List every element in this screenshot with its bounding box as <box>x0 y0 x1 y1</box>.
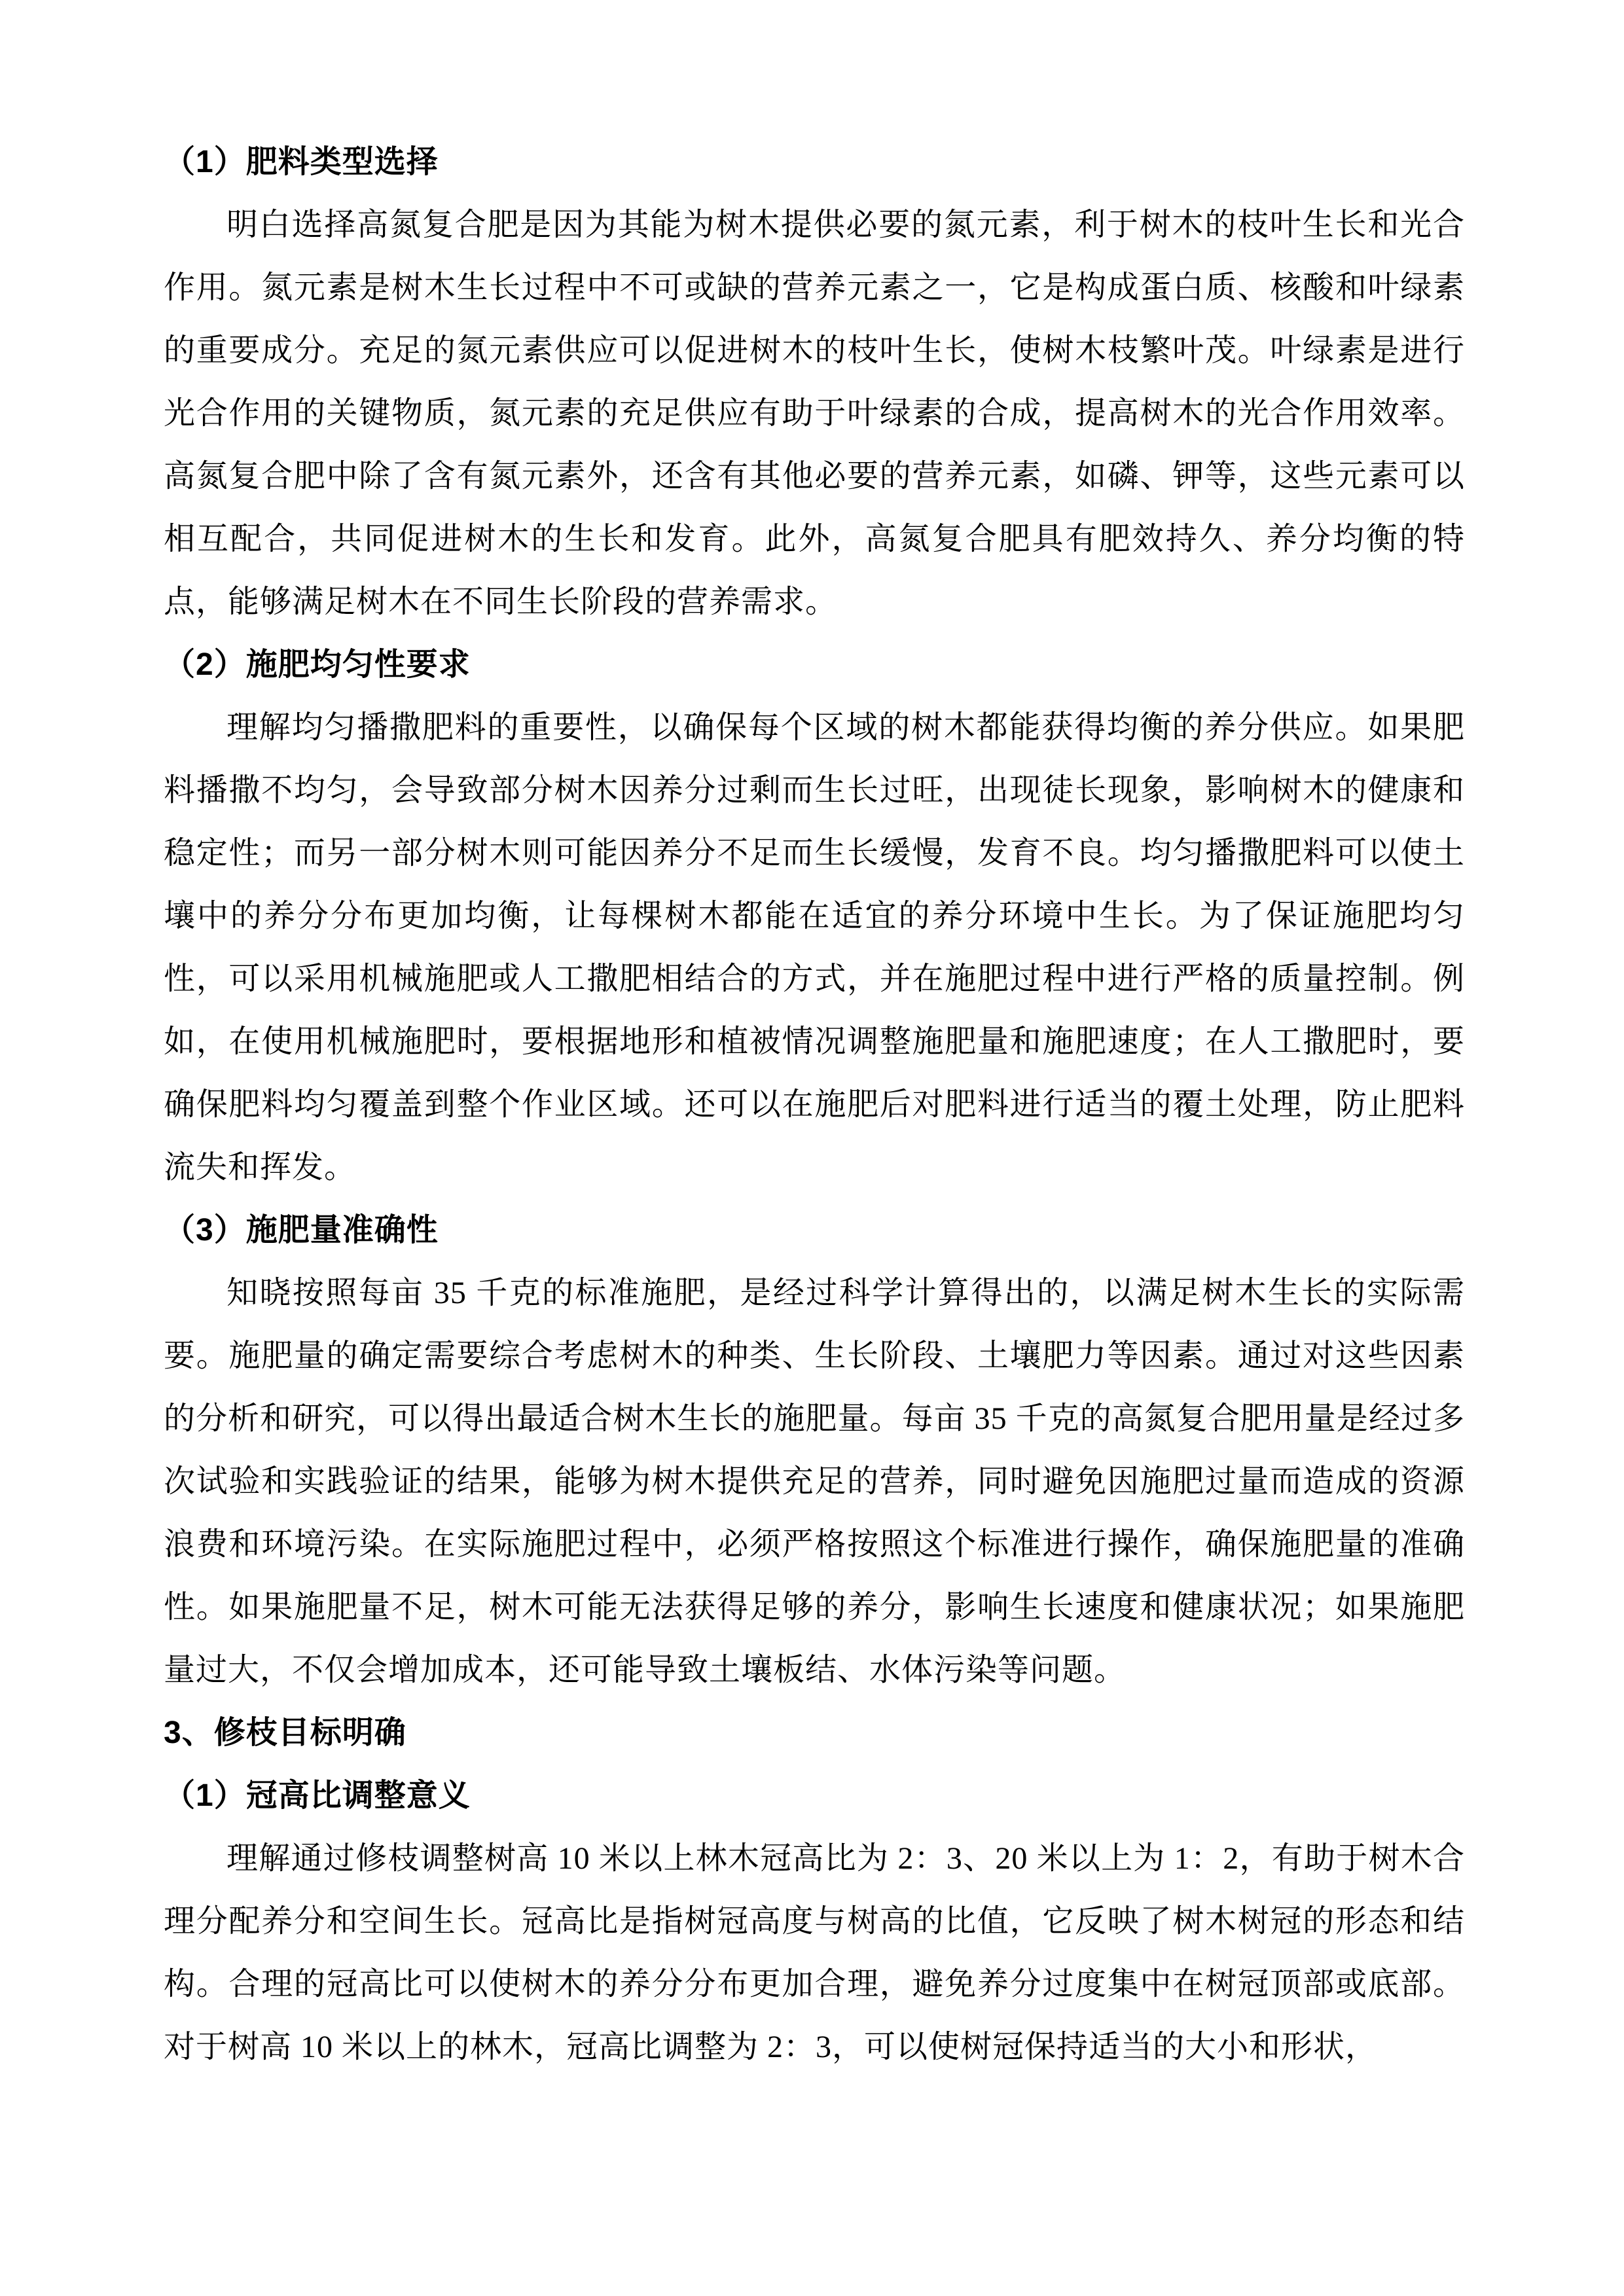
heading-fertilizer-uniformity: （2）施肥均匀性要求 <box>164 647 471 682</box>
paragraph-fertilizer-type: 明白选择高氮复合肥是因为其能为树木提供必要的氮元素，利于树木的枝叶生长和光合作用。氮元素是树木生长过程中不可或缺的营养元素之一，它是构成蛋白质、核酸和叶绿素的重要成分。充足的氮元素供应可以促进树木的枝叶生长，使树木枝繁叶茂。叶绿素是进行光合作用的关键物质，氮元素的充足供应有助于叶绿素的合成，提高树木的光合作用效率。高氮复合肥中除了含有氮元素外，还含有其他必要的营养元素，如磷、钾等，这些元素可以相互配合，共同促进树木的生长和发育。此外，高氮复合肥具有肥效持久、养分均衡的特点，能够满足树木在不同生长阶段的营养需求。 <box>164 207 1465 619</box>
paragraph-crown-ratio: 理解通过修枝调整树高 10 米以上林木冠高比为 2：3、20 米以上为 1：2，有助于树木合理分配养分和空间生长。冠高比是指树冠高度与树高的比值，它反映了树木树冠的形态和结构。合理的冠高比可以使树木的养分分布更加合理，避免养分过度集中在树冠顶部或底部。对于树高 10 米以上的林木，冠高比调整为 2：3，可以使树冠保持适当的大小和形状， <box>164 1841 1465 2064</box>
heading-fertilizer-amount: （3）施肥量准确性 <box>164 1213 439 1247</box>
heading-pruning-goal: 3、修枝目标明确 <box>164 1715 406 1750</box>
heading-crown-ratio: （1）冠高比调整意义 <box>164 1778 471 1813</box>
heading-fertilizer-type: （1）肥料类型选择 <box>164 145 439 179</box>
paragraph-fertilizer-amount: 知晓按照每亩 35 千克的标准施肥，是经过科学计算得出的，以满足树木生长的实际需要。施肥量的确定需要综合考虑树木的种类、生长阶段、土壤肥力等因素。通过对这些因素的分析和研究，可以得出最适合树木生长的施肥量。每亩 35 千克的高氮复合肥用量是经过多次试验和实践验证的结果，能够为树木提供充足的营养，同时避免因施肥过量而造成的资源浪费和环境污染。在实际施肥过程中，必须严格按照这个标准进行操作，确保施肥量的准确性。如果施肥量不足，树木可能无法获得足够的养分，影响生长速度和健康状况；如果施肥量过大，不仅会增加成本，还可能导致土壤板结、水体污染等问题。 <box>164 1276 1465 1687</box>
paragraph-fertilizer-uniformity: 理解均匀播撒肥料的重要性，以确保每个区域的树木都能获得均衡的养分供应。如果肥料播撒不均匀，会导致部分树木因养分过剩而生长过旺，出现徒长现象，影响树木的健康和稳定性；而另一部分树木则可能因养分不足而生长缓慢，发育不良。均匀播撒肥料可以使土壤中的养分分布更加均衡，让每棵树木都能在适宜的养分环境中生长。为了保证施肥均匀性，可以采用机械施肥或人工撒肥相结合的方式，并在施肥过程中进行严格的质量控制。例如，在使用机械施肥时，要根据地形和植被情况调整施肥量和施肥速度；在人工撒肥时，要确保肥料均匀覆盖到整个作业区域。还可以在施肥后对肥料进行适当的覆土处理，防止肥料流失和挥发。 <box>164 710 1465 1185</box>
